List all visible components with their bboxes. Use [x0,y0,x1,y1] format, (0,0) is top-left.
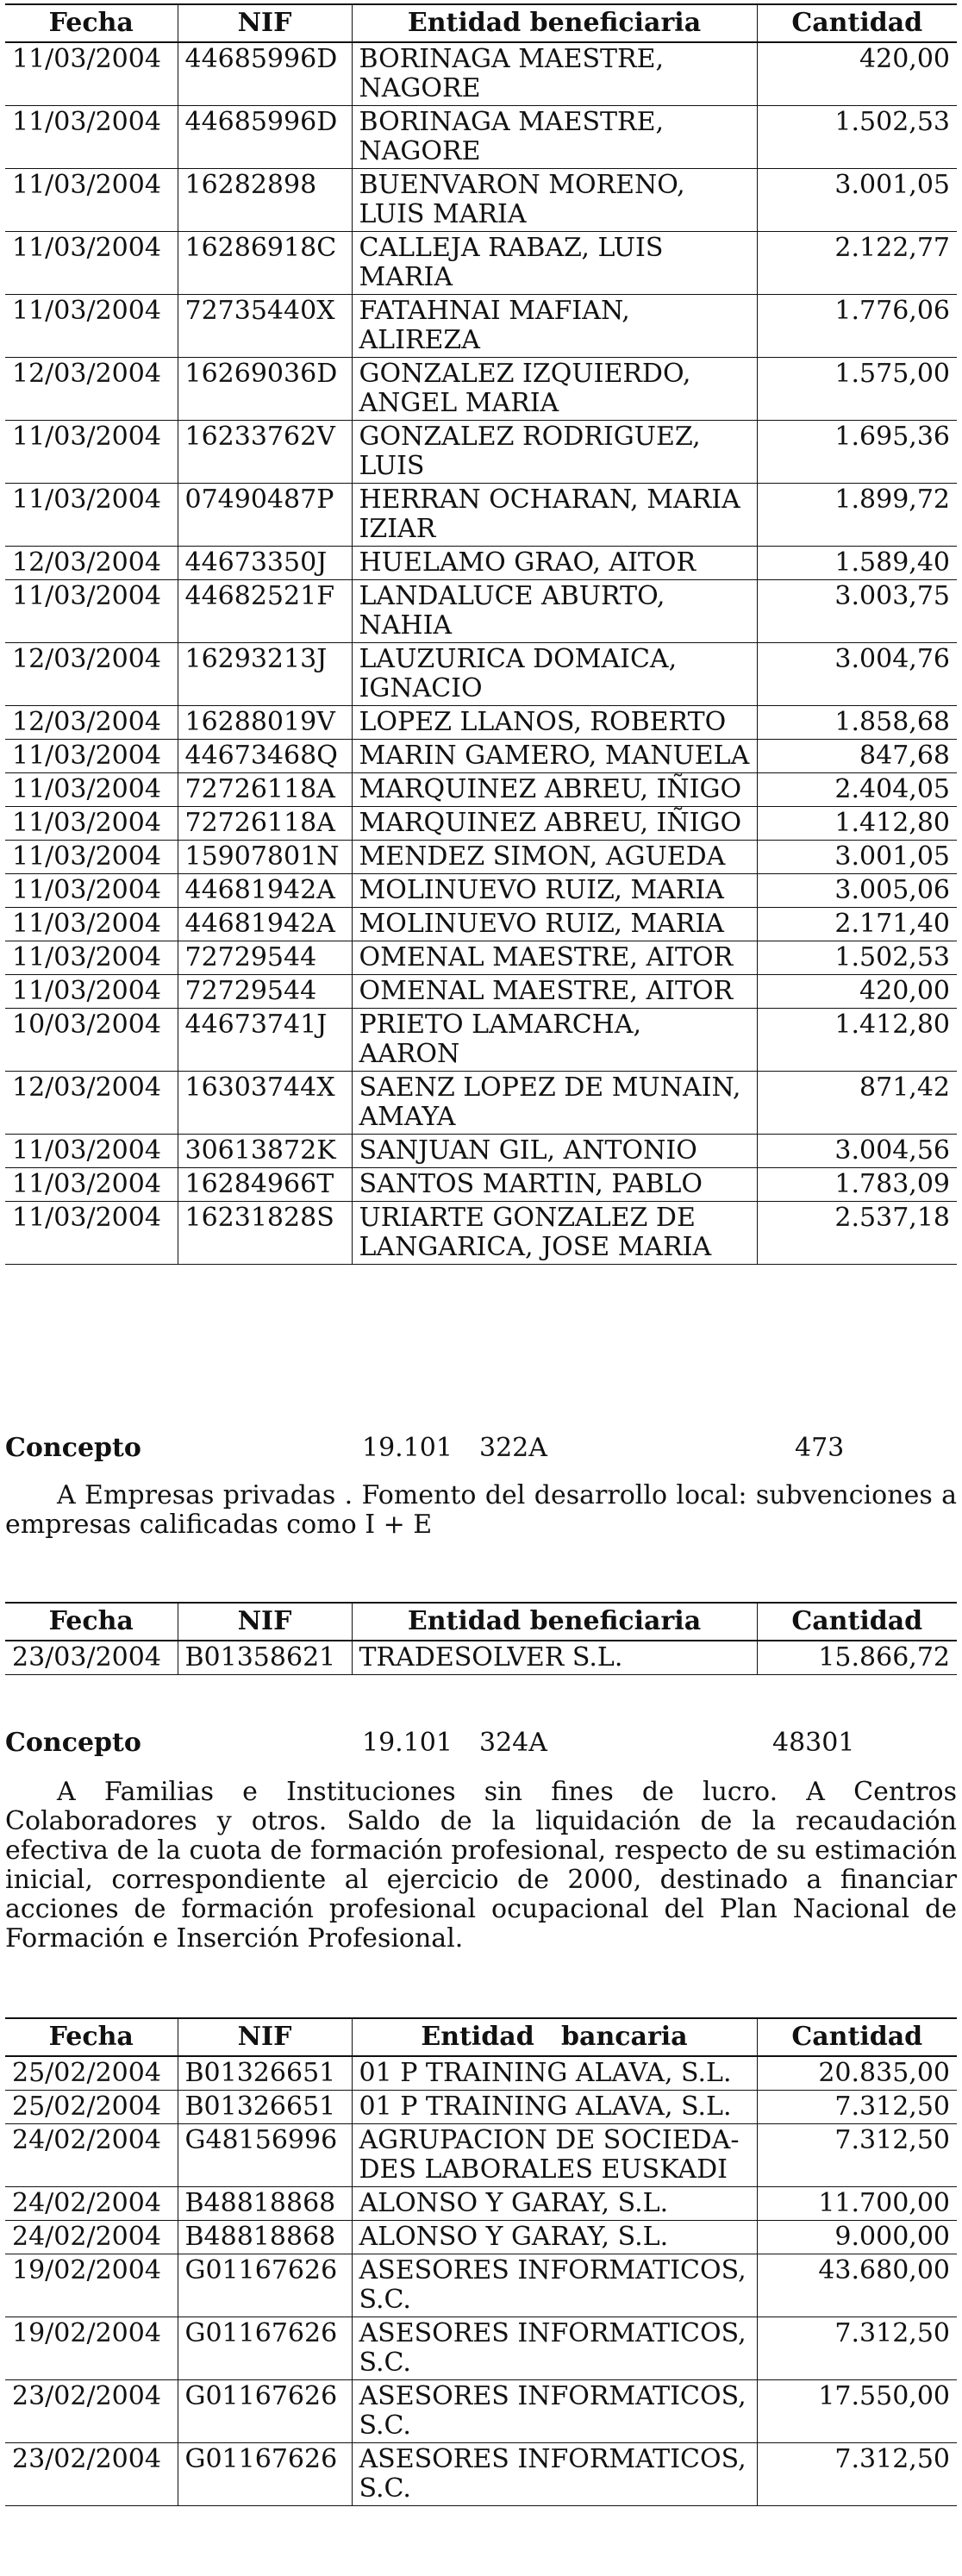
cell-fecha: 11/03/2004 [5,941,178,975]
cell-nif: 15907801N [178,841,352,874]
cell-fecha: 11/03/2004 [5,580,178,643]
cell-nif: 72726118A [178,773,352,807]
cell-fecha: 19/02/2004 [5,2317,178,2380]
cell-nif: 44681942A [178,908,352,941]
cell-nif: 16284966T [178,1168,352,1202]
table-row [5,2091,957,2124]
cell-fecha: 23/03/2004 [5,1641,178,1675]
cell-fecha: 24/02/2004 [5,2187,178,2221]
cell-nif: 16231828S [178,1202,352,1265]
concepto1-description: A Empresas privadas . Fomento del desarrollo local: subvenciones a empresas calificadas como I + E [5,1480,957,1540]
cell-cantidad: 7.312,50 [757,2091,957,2124]
concepto2-code-section: 19.101 [362,1728,453,1758]
cell-cantidad: 3.001,05 [757,169,957,232]
cell-nif: 44673741J [178,1009,352,1072]
cell-nif: B01326651 [178,2056,352,2091]
cell-cantidad: 3.005,06 [757,874,957,908]
table-row [5,42,957,106]
concepto1-code-section: 19.101 [362,1433,453,1463]
cell-entidad: MARQUINEZ ABREU, IÑIGO [352,773,757,807]
cell-entidad: LOPEZ LLANOS, ROBERTO [352,706,757,740]
cell-entidad: ASESORES INFORMATICOS, S.C. [352,2317,757,2380]
cell-cantidad: 7.312,50 [757,2124,957,2187]
cell-fecha: 11/03/2004 [5,773,178,807]
cell-cantidad: 1.412,80 [757,807,957,841]
cell-nif: G01167626 [178,2443,352,2506]
table-row [5,941,957,975]
col-header-fecha: Fecha [5,4,178,42]
cell-nif: B01326651 [178,2091,352,2124]
cell-nif: 16303744X [178,1072,352,1135]
cell-cantidad: 11.700,00 [757,2187,957,2221]
table-row [5,807,957,841]
cell-fecha: 11/03/2004 [5,295,178,358]
col-header-entidad: Entidad beneficiaria [352,4,757,42]
col-header-nif: NIF [178,1603,352,1641]
table2-header [5,1603,957,1641]
table1-wrapper [0,3,962,1265]
table2-wrapper [0,1602,962,1675]
cell-fecha: 11/03/2004 [5,106,178,169]
cell-cantidad: 1.695,36 [757,421,957,484]
cell-fecha: 11/03/2004 [5,807,178,841]
cell-fecha: 25/02/2004 [5,2091,178,2124]
cell-entidad: ASESORES INFORMATICOS, S.C. [352,2443,757,2506]
cell-nif: B48818868 [178,2187,352,2221]
concepto1-code-concept: 473 [795,1433,845,1463]
table-row [5,706,957,740]
cell-nif: 72729544 [178,975,352,1009]
cell-nif: G01167626 [178,2254,352,2317]
cell-fecha: 11/03/2004 [5,740,178,773]
cell-fecha: 11/03/2004 [5,421,178,484]
cell-cantidad: 1.575,00 [757,358,957,421]
cell-cantidad: 17.550,00 [757,2380,957,2443]
cell-nif: 72729544 [178,941,352,975]
cell-entidad: 01 P TRAINING ALAVA, S.L. [352,2056,757,2091]
cell-entidad: SANTOS MARTIN, PABLO [352,1168,757,1202]
cell-entidad: MENDEZ SIMON, AGUEDA [352,841,757,874]
cell-nif: 16282898 [178,169,352,232]
cell-cantidad: 2.404,05 [757,773,957,807]
cell-entidad: 01 P TRAINING ALAVA, S.L. [352,2091,757,2124]
cell-entidad: MOLINUEVO RUIZ, MARIA [352,908,757,941]
cell-entidad: GONZALEZ RODRIGUEZ, LUIS [352,421,757,484]
cell-fecha: 11/03/2004 [5,1168,178,1202]
col-header-entidad: Entidad beneficiaria [352,1603,757,1641]
table-row [5,740,957,773]
table-row [5,2056,957,2091]
table-row [5,643,957,706]
table-row [5,908,957,941]
cell-cantidad: 2.171,40 [757,908,957,941]
table-row [5,547,957,580]
table-row [5,1202,957,1265]
table-row [5,2317,957,2380]
cell-cantidad: 1.502,53 [757,941,957,975]
cell-cantidad: 3.004,56 [757,1135,957,1168]
cell-fecha: 24/02/2004 [5,2124,178,2187]
cell-fecha: 11/03/2004 [5,1135,178,1168]
table-row [5,773,957,807]
cell-nif: G01167626 [178,2317,352,2380]
cell-fecha: 11/03/2004 [5,42,178,106]
cell-fecha: 11/03/2004 [5,908,178,941]
cell-entidad: LAUZURICA DOMAICA, IGNACIO [352,643,757,706]
cell-cantidad: 15.866,72 [757,1641,957,1675]
table-row [5,106,957,169]
col-header-entidad: Entidad bancaria [352,2018,757,2056]
col-header-nif: NIF [178,2018,352,2056]
cell-fecha: 11/03/2004 [5,874,178,908]
cell-nif: G01167626 [178,2380,352,2443]
cell-nif: 07490487P [178,484,352,547]
concepto2-code-concept: 48301 [772,1728,855,1758]
cell-nif: 44673350J [178,547,352,580]
cell-cantidad: 43.680,00 [757,2254,957,2317]
cell-entidad: GONZALEZ IZQUIERDO, ANGEL MARIA [352,358,757,421]
table-row [5,1641,957,1675]
cell-cantidad: 1.858,68 [757,706,957,740]
cell-cantidad: 7.312,50 [757,2443,957,2506]
cell-nif: 16233762V [178,421,352,484]
table-row [5,295,957,358]
cell-cantidad: 420,00 [757,975,957,1009]
cell-entidad: PRIETO LAMARCHA, AARON [352,1009,757,1072]
cell-fecha: 24/02/2004 [5,2221,178,2254]
cell-entidad: MOLINUEVO RUIZ, MARIA [352,874,757,908]
table-row [5,421,957,484]
table-row [5,580,957,643]
table-row [5,358,957,421]
cell-fecha: 11/03/2004 [5,1202,178,1265]
col-header-fecha: Fecha [5,1603,178,1641]
table-row [5,975,957,1009]
table3-body [5,2056,957,2506]
col-header-nif: NIF [178,4,352,42]
cell-cantidad: 1.783,09 [757,1168,957,1202]
cell-nif: 44681942A [178,874,352,908]
cell-fecha: 25/02/2004 [5,2056,178,2091]
cell-cantidad: 1.412,80 [757,1009,957,1072]
table-row [5,232,957,295]
cell-nif: 72735440X [178,295,352,358]
table-row [5,2124,957,2187]
cell-fecha: 23/02/2004 [5,2380,178,2443]
table-row [5,2443,957,2506]
cell-entidad: MARQUINEZ ABREU, IÑIGO [352,807,757,841]
cell-entidad: ASESORES INFORMATICOS, S.C. [352,2254,757,2317]
table2-body [5,1641,957,1675]
table-row [5,874,957,908]
col-header-cantidad: Cantidad [757,1603,957,1641]
table-row [5,1168,957,1202]
cell-entidad: ALONSO Y GARAY, S.L. [352,2187,757,2221]
cell-fecha: 11/03/2004 [5,169,178,232]
cell-cantidad: 1.776,06 [757,295,957,358]
cell-entidad: ASESORES INFORMATICOS, S.C. [352,2380,757,2443]
cell-cantidad: 871,42 [757,1072,957,1135]
cell-entidad: BORINAGA MAESTRE, NAGORE [352,106,757,169]
table-row [5,841,957,874]
table1-body [5,42,957,1265]
table3 [5,2017,957,2506]
cell-entidad: FATAHNAI MAFIAN, ALIREZA [352,295,757,358]
concepto2-label: Concepto [5,1728,141,1758]
cell-nif: 30613872K [178,1135,352,1168]
cell-fecha: 12/03/2004 [5,706,178,740]
concepto2-code-program: 324A [479,1728,547,1758]
col-header-cantidad: Cantidad [757,4,957,42]
cell-nif: 44673468Q [178,740,352,773]
table-row [5,2221,957,2254]
cell-nif: 16269036D [178,358,352,421]
table-row [5,2187,957,2221]
cell-entidad: ALONSO Y GARAY, S.L. [352,2221,757,2254]
cell-entidad: MARIN GAMERO, MANUELA [352,740,757,773]
cell-cantidad: 3.001,05 [757,841,957,874]
concepto1-line [0,1433,962,1467]
cell-cantidad: 9.000,00 [757,2221,957,2254]
cell-nif: 16286918C [178,232,352,295]
cell-cantidad: 3.003,75 [757,580,957,643]
cell-nif: 44685996D [178,106,352,169]
cell-entidad: SAENZ LOPEZ DE MUNAIN, AMAYA [352,1072,757,1135]
cell-cantidad: 1.899,72 [757,484,957,547]
cell-entidad: URIARTE GONZALEZ DE LANGARICA, JOSE MARIA [352,1202,757,1265]
cell-cantidad: 20.835,00 [757,2056,957,2091]
concepto1-code-program: 322A [479,1433,547,1463]
cell-cantidad: 7.312,50 [757,2317,957,2380]
cell-nif: B01358621 [178,1641,352,1675]
table3-header [5,2018,957,2056]
cell-entidad: BUENVARON MORENO, LUIS MARIA [352,169,757,232]
table1-header [5,4,957,42]
cell-cantidad: 3.004,76 [757,643,957,706]
cell-entidad: AGRUPACION DE SOCIEDA-DES LABORALES EUSKADI [352,2124,757,2187]
cell-fecha: 12/03/2004 [5,547,178,580]
cell-nif: 16293213J [178,643,352,706]
cell-nif: 44682521F [178,580,352,643]
cell-fecha: 10/03/2004 [5,1009,178,1072]
cell-entidad: TRADESOLVER S.L. [352,1641,757,1675]
concepto1-label: Concepto [5,1433,141,1463]
cell-fecha: 12/03/2004 [5,643,178,706]
table1 [5,3,957,1265]
table-row [5,484,957,547]
cell-nif: B48818868 [178,2221,352,2254]
cell-nif: 44685996D [178,42,352,106]
cell-fecha: 11/03/2004 [5,232,178,295]
cell-fecha: 12/03/2004 [5,358,178,421]
cell-cantidad: 420,00 [757,42,957,106]
cell-entidad: HERRAN OCHARAN, MARIA IZIAR [352,484,757,547]
cell-entidad: CALLEJA RABAZ, LUIS MARIA [352,232,757,295]
table-row [5,169,957,232]
table-row [5,1135,957,1168]
cell-entidad: LANDALUCE ABURTO, NAHIA [352,580,757,643]
cell-fecha: 19/02/2004 [5,2254,178,2317]
table-row [5,2380,957,2443]
concepto2-line [0,1728,962,1762]
cell-entidad: BORINAGA MAESTRE, NAGORE [352,42,757,106]
cell-fecha: 23/02/2004 [5,2443,178,2506]
table2 [5,1602,957,1675]
cell-nif: G48156996 [178,2124,352,2187]
cell-entidad: OMENAL MAESTRE, AITOR [352,941,757,975]
col-header-fecha: Fecha [5,2018,178,2056]
table-row [5,1072,957,1135]
cell-cantidad: 1.589,40 [757,547,957,580]
table3-wrapper [0,2017,962,2506]
table-row [5,1009,957,1072]
cell-cantidad: 1.502,53 [757,106,957,169]
cell-entidad: HUELAMO GRAO, AITOR [352,547,757,580]
cell-fecha: 12/03/2004 [5,1072,178,1135]
cell-fecha: 11/03/2004 [5,975,178,1009]
cell-fecha: 11/03/2004 [5,841,178,874]
cell-fecha: 11/03/2004 [5,484,178,547]
cell-cantidad: 847,68 [757,740,957,773]
cell-entidad: SANJUAN GIL, ANTONIO [352,1135,757,1168]
concepto2-description: A Familias e Instituciones sin fines de lucro. A Centros Colaboradores y otros. Saldo de la liquidación de la recaudación efectiva de la cuota de formación profesional, respecto de su estimación inicial, correspondiente al ejercicio de 2000, destinado a financiar acciones de formación profesional ocupacional del Plan Nacional de Formación e Inserción Profesional. [5,1777,957,1954]
cell-entidad: OMENAL MAESTRE, AITOR [352,975,757,1009]
cell-cantidad: 2.537,18 [757,1202,957,1265]
table-row [5,2254,957,2317]
cell-cantidad: 2.122,77 [757,232,957,295]
col-header-cantidad: Cantidad [757,2018,957,2056]
cell-nif: 72726118A [178,807,352,841]
cell-nif: 16288019V [178,706,352,740]
